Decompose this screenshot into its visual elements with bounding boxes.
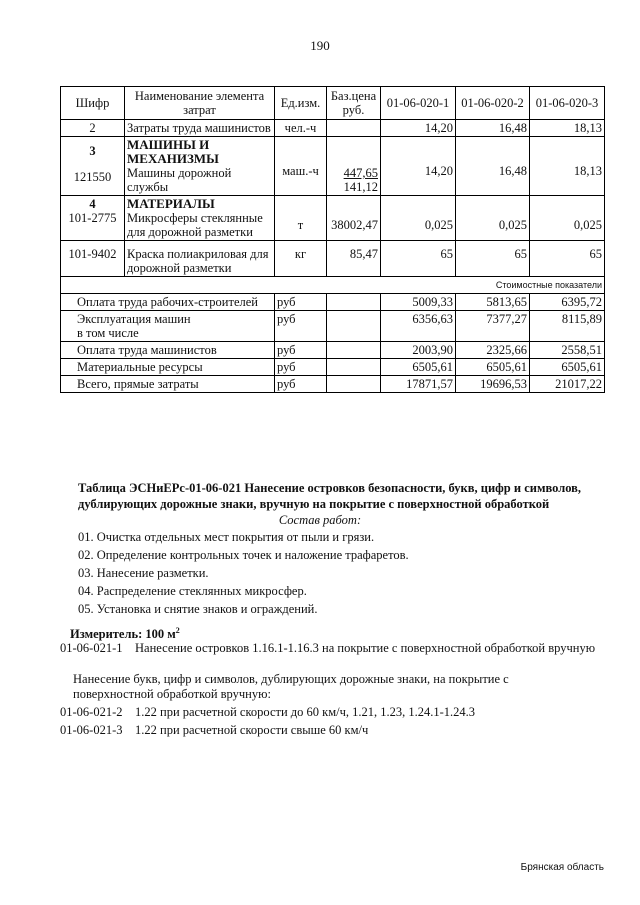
header-code: Шифр	[61, 87, 125, 120]
header-name: Наименование элемента затрат	[125, 87, 275, 120]
row-value-2: 65	[456, 241, 530, 277]
row-name: Затраты труда машинистов	[125, 120, 275, 137]
meter-label	[70, 623, 610, 642]
resource-name: Микросферы стеклянные для дорожной разметки	[127, 211, 263, 239]
row-code	[61, 137, 125, 196]
row-code	[61, 196, 125, 241]
resource-name: Машины дорожной службы	[127, 166, 232, 194]
table-title: Таблица ЭСНиЕРс-01-06-021 Нанесение островков безопасности, букв, цифр и символов, дублирующих дорожные знаки, вручную на покрытие с поверхностной обработкой	[78, 481, 582, 511]
work-item: 03. Нанесение разметки.	[78, 566, 209, 580]
row-price	[327, 137, 381, 196]
row-name: Краска полиакриловая для дорожной разметки	[125, 241, 275, 277]
summary-empty	[327, 376, 381, 393]
row-value-1: 65	[381, 241, 456, 277]
summary-value-3: 8115,89	[530, 311, 605, 342]
row-value-3: 18,13	[530, 120, 605, 137]
section-title: МАТЕРИАЛЫ	[127, 196, 215, 211]
row-value-3: 65	[530, 241, 605, 277]
summary-row	[61, 376, 605, 393]
row-value-2: 0,025	[456, 196, 530, 241]
summary-row	[61, 294, 605, 311]
summary-value-3: 21017,22	[530, 376, 605, 393]
code-description: 1.22 при расчетной скорости свыше 60 км/ч	[135, 723, 369, 737]
header-unit: Ед.изм.	[275, 87, 327, 120]
intro-text: Нанесение букв, цифр и символов, дублирующих дорожные знаки, на покрытие с поверхностной обработкой вручную:	[73, 672, 509, 701]
code-description: 1.22 при расчетной скорости до 60 км/ч, 1.21, 1.23, 1.24.1-1.24.3	[135, 705, 476, 719]
row-value-1: 14,20	[381, 120, 456, 137]
summary-value-1: 2003,90	[381, 342, 456, 359]
resource-code: 121550	[73, 170, 112, 184]
work-item: 02. Определение контрольных точек и наложение трафаретов.	[78, 548, 409, 562]
summary-value-2: 5813,65	[456, 294, 530, 311]
summary-row	[61, 342, 605, 359]
row-unit: кг	[275, 241, 327, 277]
row-price: 38002,47	[327, 196, 381, 241]
summary-unit: руб	[275, 342, 327, 359]
row-price: 85,47	[327, 241, 381, 277]
summary-value-1: 6505,61	[381, 359, 456, 376]
row-unit: т	[275, 196, 327, 241]
summary-value-3: 6395,72	[530, 294, 605, 311]
summary-empty	[327, 342, 381, 359]
summary-empty	[327, 294, 381, 311]
summary-main: Эксплуатация машин	[77, 312, 191, 326]
summary-unit: руб	[275, 311, 327, 342]
row-value-3: 0,025	[530, 196, 605, 241]
row-code: 2	[61, 120, 125, 137]
row-unit: маш.-ч	[275, 137, 327, 196]
price-top: 447,65	[343, 166, 378, 180]
row-name	[125, 137, 275, 196]
code-description: Нанесение островков 1.16.1-1.16.3 на покрытие с поверхностной обработкой вручную	[135, 641, 596, 655]
section-title: МАШИНЫ И МЕХАНИЗМЫ	[127, 137, 219, 166]
table-row	[61, 137, 605, 196]
row-unit: чел.-ч	[275, 120, 327, 137]
header-col1: 01-06-020-1	[381, 87, 456, 120]
price-bottom: 141,12	[343, 180, 378, 194]
summary-value-2: 19696,53	[456, 376, 530, 393]
summary-name	[61, 311, 275, 342]
summary-name: Всего, прямые затраты	[61, 376, 275, 393]
resource-code: 01-06-021-3	[60, 723, 123, 737]
summary-name: Оплата труда рабочих-строителей	[61, 294, 275, 311]
summary-sub: в том числе	[77, 326, 139, 340]
cost-header: Стоимостные показатели	[61, 277, 605, 294]
work-item: 01. Очистка отдельных мест покрытия от пыли и грязи.	[78, 530, 375, 544]
meter-text: Измеритель: 100 м	[70, 627, 176, 642]
header-col3: 01-06-020-3	[530, 87, 605, 120]
summary-value-3: 2558,51	[530, 342, 605, 359]
row-price	[327, 120, 381, 137]
resource-code: 101-2775	[68, 211, 117, 225]
region-footer: Брянская область	[520, 862, 604, 873]
row-value-2: 16,48	[456, 120, 530, 137]
summary-unit: руб	[275, 294, 327, 311]
summary-value-1: 6356,63	[381, 311, 456, 342]
meter-superscript: 2	[175, 626, 180, 635]
summary-empty	[327, 311, 381, 342]
summary-value-1: 5009,33	[381, 294, 456, 311]
resource-table	[60, 86, 605, 393]
row-value-1: 14,20	[381, 137, 456, 196]
table-row	[61, 120, 605, 137]
page-number: 190	[310, 38, 330, 53]
row-value-1: 0,025	[381, 196, 456, 241]
table-row	[61, 241, 605, 277]
composition-title: Состав работ:	[278, 513, 362, 527]
summary-value-3: 6505,61	[530, 359, 605, 376]
row-value-3: 18,13	[530, 137, 605, 196]
work-item: 04. Распределение стеклянных микросфер.	[78, 584, 307, 598]
summary-name: Материальные ресурсы	[61, 359, 275, 376]
resource-code: 01-06-021-1	[60, 641, 123, 655]
row-value-2: 16,48	[456, 137, 530, 196]
summary-value-2: 7377,27	[456, 311, 530, 342]
table-header-row	[61, 87, 605, 120]
summary-empty	[327, 359, 381, 376]
summary-value-2: 2325,66	[456, 342, 530, 359]
resource-code: 01-06-021-2	[60, 705, 123, 719]
summary-unit: руб	[275, 359, 327, 376]
section-number: 4	[89, 197, 96, 211]
section-number: 3	[89, 144, 96, 158]
header-col2: 01-06-020-2	[456, 87, 530, 120]
work-item: 05. Установка и снятие знаков и ограждений.	[78, 602, 318, 616]
cost-header-row	[61, 277, 605, 294]
table-row	[61, 196, 605, 241]
summary-value-1: 17871,57	[381, 376, 456, 393]
summary-row	[61, 359, 605, 376]
summary-name: Оплата труда машинистов	[61, 342, 275, 359]
header-price: Баз.цена руб.	[327, 87, 381, 120]
summary-unit: руб	[275, 376, 327, 393]
row-name	[125, 196, 275, 241]
summary-row	[61, 311, 605, 342]
summary-value-2: 6505,61	[456, 359, 530, 376]
row-code: 101-9402	[61, 241, 125, 277]
